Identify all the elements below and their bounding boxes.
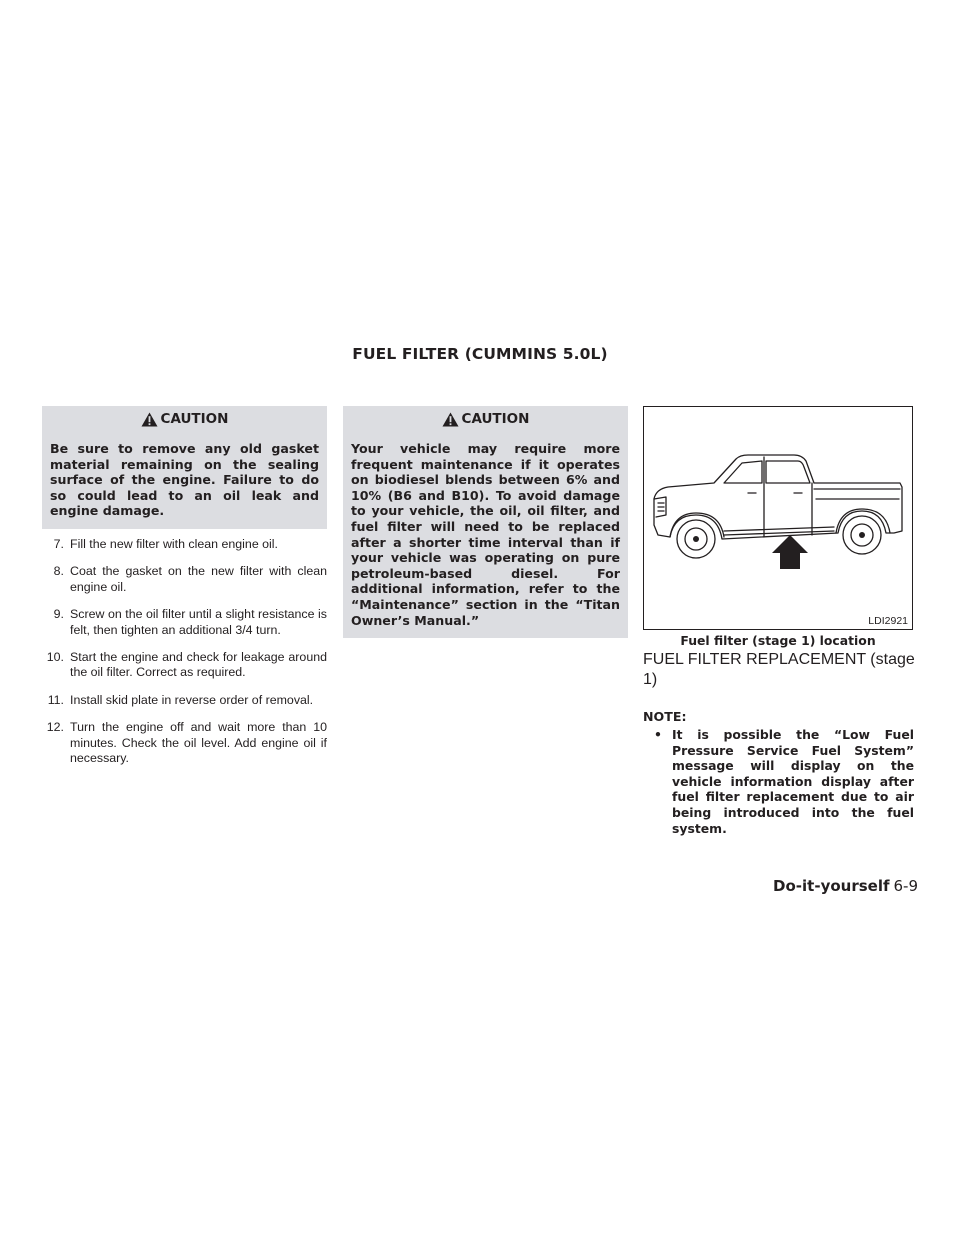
figure-caption: Fuel filter (stage 1) location [680,633,876,648]
subheading: FUEL FILTER REPLACEMENT (stage 1) [643,651,915,688]
figure-code: LDI2921 [868,615,908,627]
truck-figure [643,406,913,630]
step-list [42,537,327,766]
caution-text-middle: Your vehicle may require more frequent maintenance if it operates on biodiesel blends between 6% and 10% (B6 and B10). To avoid damage to your vehicle, the oil, oil filter, and fuel filter will need to be replaced after a shorter time interval than if your vehicle was operating on pure petroleum-based diesel. For additional information, refer to the “Maintenance” section in the “Titan Owner’s Manual.” [351,441,620,628]
list-item: 10. Start the engine and check for leakage around the oil filter. Correct as required. [46,650,327,680]
note-bullet-item [654,727,914,836]
warning-triangle-icon [141,412,158,427]
caution-text-left: Be sure to remove any old gasket material remaining on the sealing surface of the engine. Failure to do so could lead to an oil leak and engine damage. [50,441,319,519]
caution-label: CAUTION [160,411,229,427]
list-item: 7. Fill the new filter with clean engine oil. [53,536,278,551]
caution-heading-left [50,406,319,431]
caution-heading-middle [351,406,620,431]
note-text: It is possible the “Low Fuel Pressure Service Fuel System” message will display on the vehicle information display after fuel filter replacement due to air being introduced into the fuel system. [672,727,914,836]
bullet-icon: • [654,727,662,742]
page-number: 6-9 [893,877,918,895]
left-column [42,406,327,778]
footer-section-name: Do-it-yourself [773,877,890,895]
list-item: 8. Coat the gasket on the new filter with clean engine oil. [53,564,327,594]
warning-triangle-icon [442,412,459,427]
section-title: FUEL FILTER (CUMMINS 5.0L) [352,345,608,363]
page-footer [773,877,918,895]
caution-label: CAUTION [461,411,530,427]
list-item: 9. Screw on the oil filter until a slight resistance is felt, then tighten an additional 3/4 turn. [53,607,327,637]
caution-box-left [42,406,327,529]
up-arrow-icon [772,535,808,569]
list-item: 12. Turn the engine off and wait more than 10 minutes. Check the oil level. Add engine oil if necessary. [46,720,327,766]
list-item: 11. Install skid plate in reverse order of removal. [47,692,314,707]
middle-column [343,406,628,638]
caution-box-middle [343,406,628,638]
note-label: NOTE: [643,709,687,724]
pickup-truck-illustration [644,407,912,629]
